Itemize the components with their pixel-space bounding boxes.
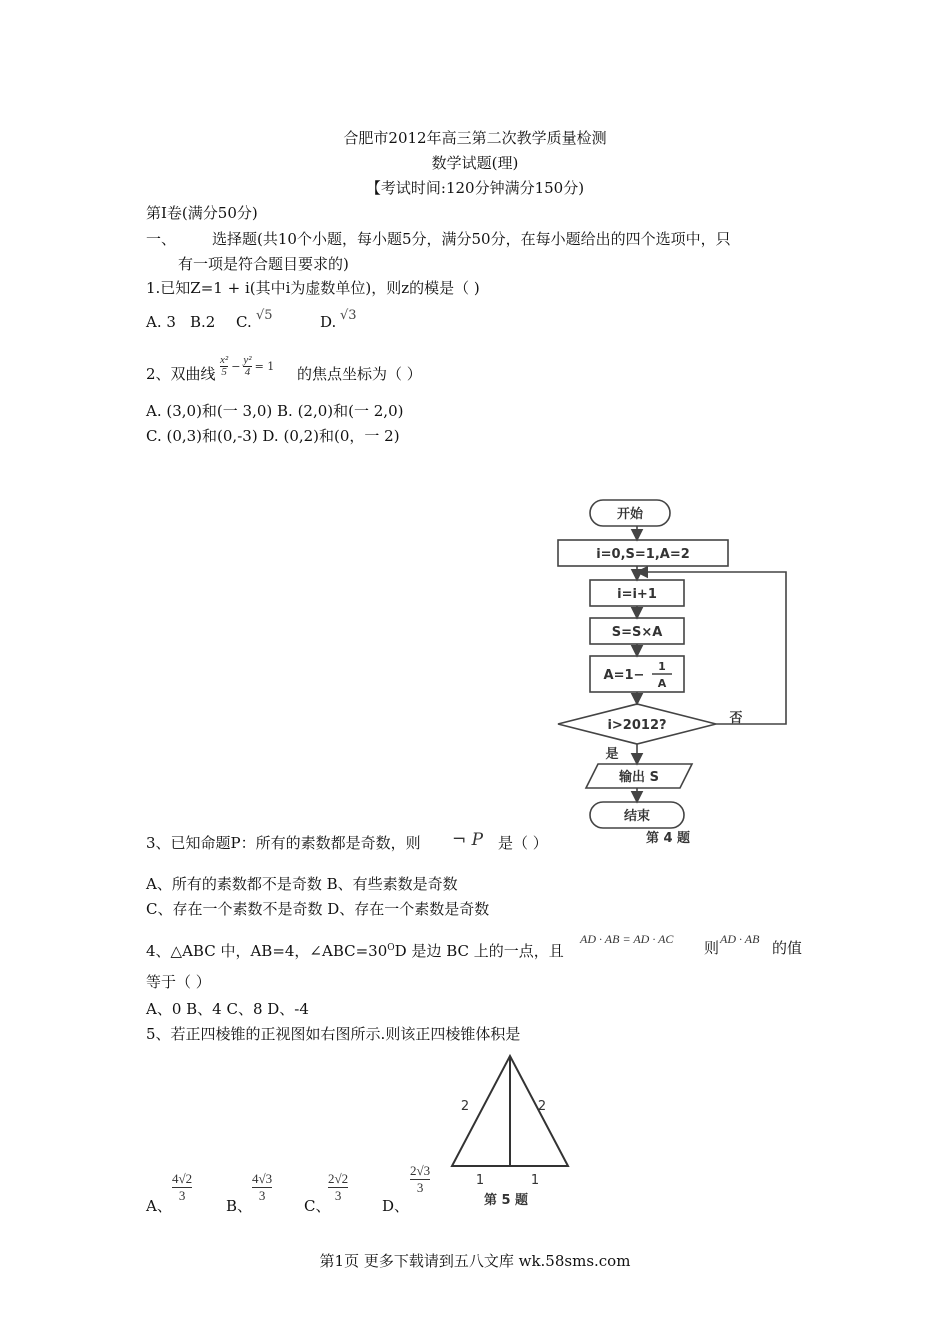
q4-text-part1: 4、△ABC 中，AB=4，∠ABC=30 [146, 942, 388, 960]
flow-step1-label: i=i+1 [617, 587, 657, 602]
q5-option-d: D、 [382, 1197, 410, 1215]
q1-option-a: A. 3 [146, 313, 176, 331]
exam-subtitle: 数学试题(理) [431, 154, 519, 172]
part-label: 第I卷(满分50分) [146, 204, 258, 222]
q5-option-d-fraction [410, 1164, 430, 1195]
q5-option-c-numerator: 2√2 [328, 1171, 349, 1186]
q4-text-part3: 则 [704, 939, 720, 957]
q5-option-c-fraction [328, 1172, 348, 1203]
section-number: 一、 [146, 230, 177, 248]
flow-caption: 第 4 题 [645, 831, 691, 846]
pyramid-base-left: 1 [475, 1173, 485, 1188]
formula-minus: − [231, 360, 241, 373]
q3-text-after: 是（ ） [498, 834, 548, 852]
q3-options-line1: A、所有的素数都不是奇数 B、有些素数是奇数 [146, 875, 458, 893]
q1-option-c-value: √5 [256, 308, 273, 323]
q5-option-d-numerator: 2√3 [410, 1163, 431, 1178]
pyramid-side-left: 2 [460, 1099, 470, 1114]
flow-no-label: 否 [729, 711, 743, 726]
q4-options: A、0 B、4 C、8 D、-4 [146, 1000, 309, 1018]
flow-yes-label: 是 [605, 747, 619, 762]
q1-option-d: D. [320, 313, 337, 331]
pyramid-base-right: 1 [530, 1173, 540, 1188]
q2-prefix: 2、双曲线 [146, 365, 216, 383]
q3-negation-symbol: ¬ P [452, 830, 484, 850]
flow-step3-denominator: A [657, 677, 667, 690]
q4-vector-expression: AD · AB [720, 932, 760, 946]
q2-options-line1: A. (3,0)和(一 3,0) B. (2,0)和(一 2,0) [146, 402, 404, 420]
q5-option-b-denominator: 3 [258, 1188, 266, 1203]
q5-text: 5、若正四棱锥的正视图如右图所示.则该正四棱锥体积是 [146, 1025, 521, 1043]
flow-step3-prefix: A=1− [603, 668, 645, 683]
hyperbola-formula [220, 355, 274, 378]
q5-option-a: A、 [146, 1197, 172, 1215]
flow-start-label: 开始 [616, 507, 644, 522]
q1-text: 1.已知Z=1 + i(其中i为虚数单位)，则z的模是（ ) [146, 279, 480, 297]
q4-line2: 等于（ ） [146, 973, 211, 991]
q5-option-b-numerator: 4√3 [252, 1171, 273, 1186]
section-instructions-line1: 选择题(共10个小题，每小题5分，满分50分，在每小题给出的四个选项中，只 [212, 230, 731, 248]
flow-init-label: i=0,S=1,A=2 [596, 547, 690, 562]
flow-output-label: 输出 S [619, 770, 659, 785]
formula-equals: = 1 [254, 360, 275, 373]
flowchart-figure [550, 492, 810, 852]
flow-step3-numerator: 1 [658, 660, 666, 673]
q5-option-c: C、 [304, 1197, 331, 1215]
q3-text-before: 3、已知命题P：所有的素数都是奇数，则 [146, 834, 421, 852]
pyramid-side-right: 2 [537, 1099, 547, 1114]
q1-option-b: B.2 [190, 313, 216, 331]
q4-vector-equation: AD · AB = AD · AC [580, 932, 674, 946]
section-instructions-line2: 有一项是符合题目要求的) [178, 255, 349, 273]
exam-title: 合肥市2012年高三第二次教学质量检测 [343, 129, 607, 147]
page-footer: 第1页 更多下载请到五八文库 wk.58sms.com [319, 1252, 631, 1270]
flow-condition-label: i>2012? [607, 718, 667, 733]
q5-option-c-denominator: 3 [334, 1188, 342, 1203]
q4-degree-sup: O [387, 943, 395, 953]
q4-text-part4: 的值 [772, 939, 803, 957]
exam-info: 【考试时间:120分钟满分150分) [365, 179, 585, 197]
pyramid-caption: 第 5 题 [483, 1193, 529, 1208]
formula-x-numerator: x² [220, 354, 229, 366]
formula-y-denominator: 4 [244, 366, 251, 378]
q5-option-b-fraction [252, 1172, 272, 1203]
flow-end-label: 结束 [623, 809, 651, 824]
q2-suffix: 的焦点坐标为（ ） [297, 365, 422, 383]
flow-step2-label: S=S×A [611, 625, 663, 640]
q3-options-line2: C、存在一个素数不是奇数 D、存在一个素数是奇数 [146, 900, 490, 918]
formula-x-denominator: 5 [221, 366, 227, 378]
q1-option-d-value: √3 [340, 308, 357, 323]
q5-option-d-denominator: 3 [416, 1180, 424, 1195]
q4-text-part2: D 是边 BC 上的一点，且 [394, 942, 564, 960]
q4-text [146, 938, 564, 961]
q5-option-b: B、 [226, 1197, 253, 1215]
q5-option-a-numerator: 4√2 [172, 1171, 193, 1186]
q5-option-a-fraction [172, 1172, 192, 1203]
pyramid-front-view [440, 1050, 580, 1210]
q1-option-c: C. [236, 313, 252, 331]
q2-options-line2: C. (0,3)和(0,-3) D. (0,2)和(0，一 2) [146, 427, 400, 445]
q5-option-a-denominator: 3 [178, 1188, 186, 1203]
formula-y-numerator: y² [243, 354, 252, 366]
